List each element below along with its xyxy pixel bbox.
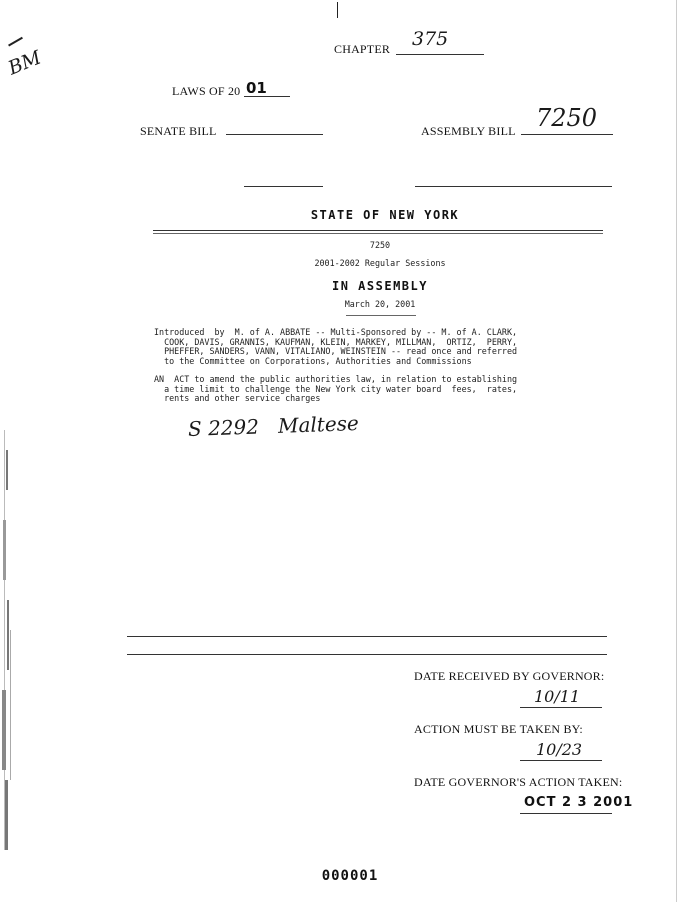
assembly-bill-label: ASSEMBLY BILL	[421, 124, 516, 138]
date-action-taken-stamp: OCT 2 3 2001	[524, 795, 634, 810]
chapter-number: 375	[412, 28, 449, 50]
senate-bill-underline	[226, 134, 323, 135]
margin-initials: BM	[5, 46, 45, 80]
date-action-taken-underline	[520, 813, 612, 814]
lower-rule-2	[127, 654, 607, 655]
act-paragraph	[154, 375, 517, 404]
introduced-line: to the Committee on Corporations, Authorities and Commissions	[154, 355, 472, 366]
top-tick-mark	[337, 2, 338, 18]
scan-edge-noise	[0, 430, 24, 850]
handwritten-senate-note: S 2292 Maltese	[187, 411, 360, 441]
date-received-value: 10/11	[534, 687, 581, 706]
introduced-line: Introduced by M. of A. ABBATE -- Multi-Sponsored by -- M. of A. CLARK,	[154, 327, 518, 337]
page-number: 000001	[321, 868, 379, 884]
date-action-taken-label: DATE GOVERNOR'S ACTION TAKEN:	[414, 775, 623, 789]
introduced-line: COOK, DAVIS, GRANNIS, KAUFMAN, KLEIN, MARKEY, MILLMAN, ORTIZ, PERRY,	[154, 336, 518, 347]
date-received-label: DATE RECEIVED BY GOVERNOR:	[414, 669, 605, 683]
session-line: 2001-2002 Regular Sessions	[314, 258, 446, 268]
introduced-date: March 20, 2001	[344, 299, 416, 309]
action-must-be-taken-value: 10/23	[536, 740, 583, 759]
state-heading-rule-2	[153, 233, 603, 234]
bill-number: 7250	[369, 240, 391, 250]
right-margin-line	[676, 0, 677, 902]
state-heading-rule	[153, 230, 603, 231]
assembly-bill-number: 7250	[536, 104, 598, 132]
date-received-underline	[520, 707, 602, 708]
state-heading: STATE OF NEW YORK	[310, 208, 460, 222]
introduced-paragraph	[154, 328, 517, 366]
act-line: AN ACT to amend the public authorities law, in relation to establishing	[154, 374, 518, 384]
laws-underline	[244, 96, 290, 97]
date-short-rule	[346, 315, 416, 316]
action-must-be-taken-label: ACTION MUST BE TAKEN BY:	[414, 722, 583, 736]
act-line: rents and other service charges	[154, 393, 321, 404]
action-must-be-taken-underline	[520, 760, 602, 761]
senate-bill-label: SENATE BILL	[140, 124, 217, 138]
act-line: a time limit to challenge the New York city water board fees, rates,	[154, 383, 518, 394]
laws-year: 01	[246, 79, 267, 97]
left-short-rule	[244, 186, 323, 187]
chamber-heading: IN ASSEMBLY	[332, 279, 428, 293]
chapter-label: CHAPTER	[334, 42, 391, 56]
chapter-underline	[396, 54, 484, 55]
lower-rule-1	[127, 636, 607, 637]
introduced-line: PHEFFER, SANDERS, VANN, VITALIANO, WEINSTEIN -- read once and referred	[154, 346, 518, 357]
laws-label: LAWS OF 20	[172, 84, 241, 98]
right-short-rule	[415, 186, 612, 187]
assembly-bill-underline	[521, 134, 613, 135]
